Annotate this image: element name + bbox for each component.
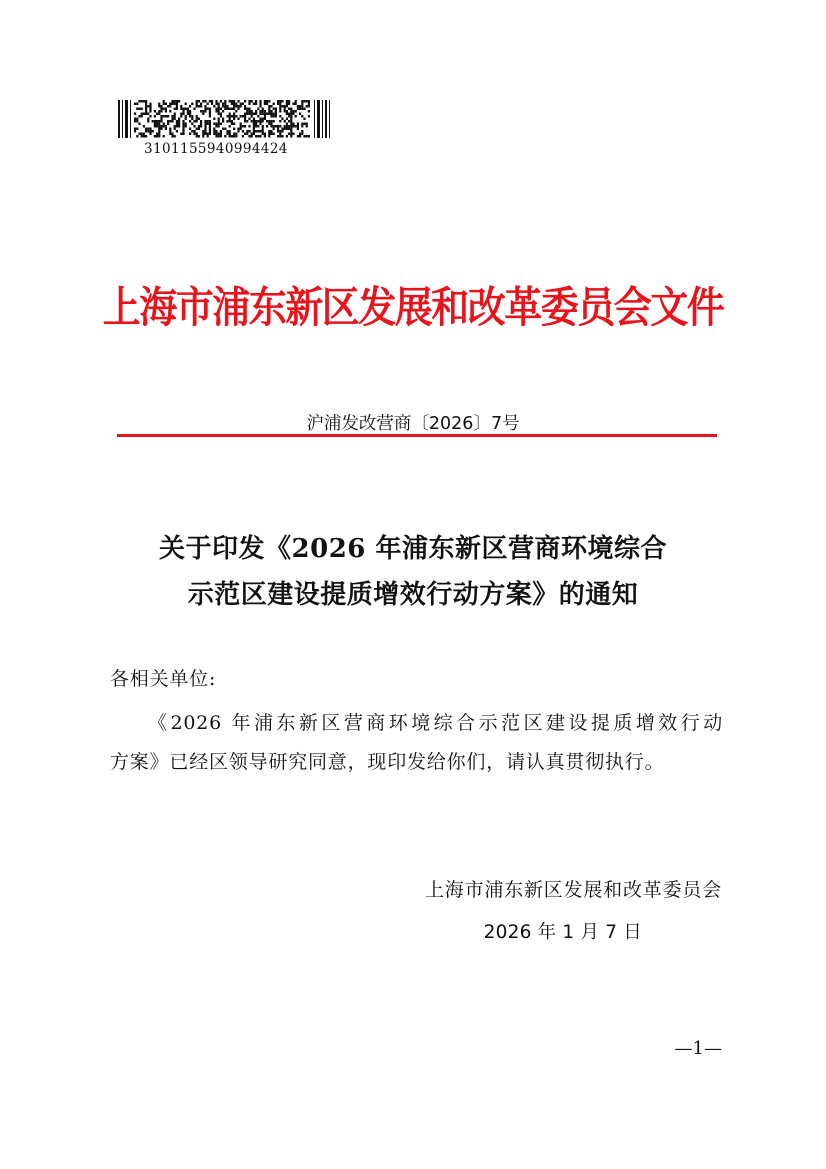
notice-title-line-1: 关于印发《2026 年浦东新区营商环境综合: [159, 534, 667, 564]
red-divider-line: [117, 434, 717, 437]
salutation: 各相关单位:: [110, 668, 217, 690]
notice-title-line-2: 示范区建设提质增效行动方案》的通知: [187, 580, 639, 610]
barcode-number: 3101155940994424: [144, 141, 288, 157]
barcode-image: [118, 100, 330, 138]
body-paragraph-line-2: 方案》已经区领导研究同意，现印发给你们，请认真贯彻执行。: [110, 751, 665, 773]
letterhead-title: 上海市浦东新区发展和改革委员会文件: [102, 281, 724, 333]
body-paragraph-line-1: 《2026 年浦东新区营商环境综合示范区建设提质增效行动: [148, 712, 723, 734]
signature-organization: 上海市浦东新区发展和改革委员会: [424, 879, 722, 901]
signature-date: 2026 年 1 月 7 日: [483, 922, 642, 943]
page-number: —1—: [674, 1038, 722, 1059]
document-number: 沪浦发改营商〔2026〕7号: [306, 414, 520, 434]
